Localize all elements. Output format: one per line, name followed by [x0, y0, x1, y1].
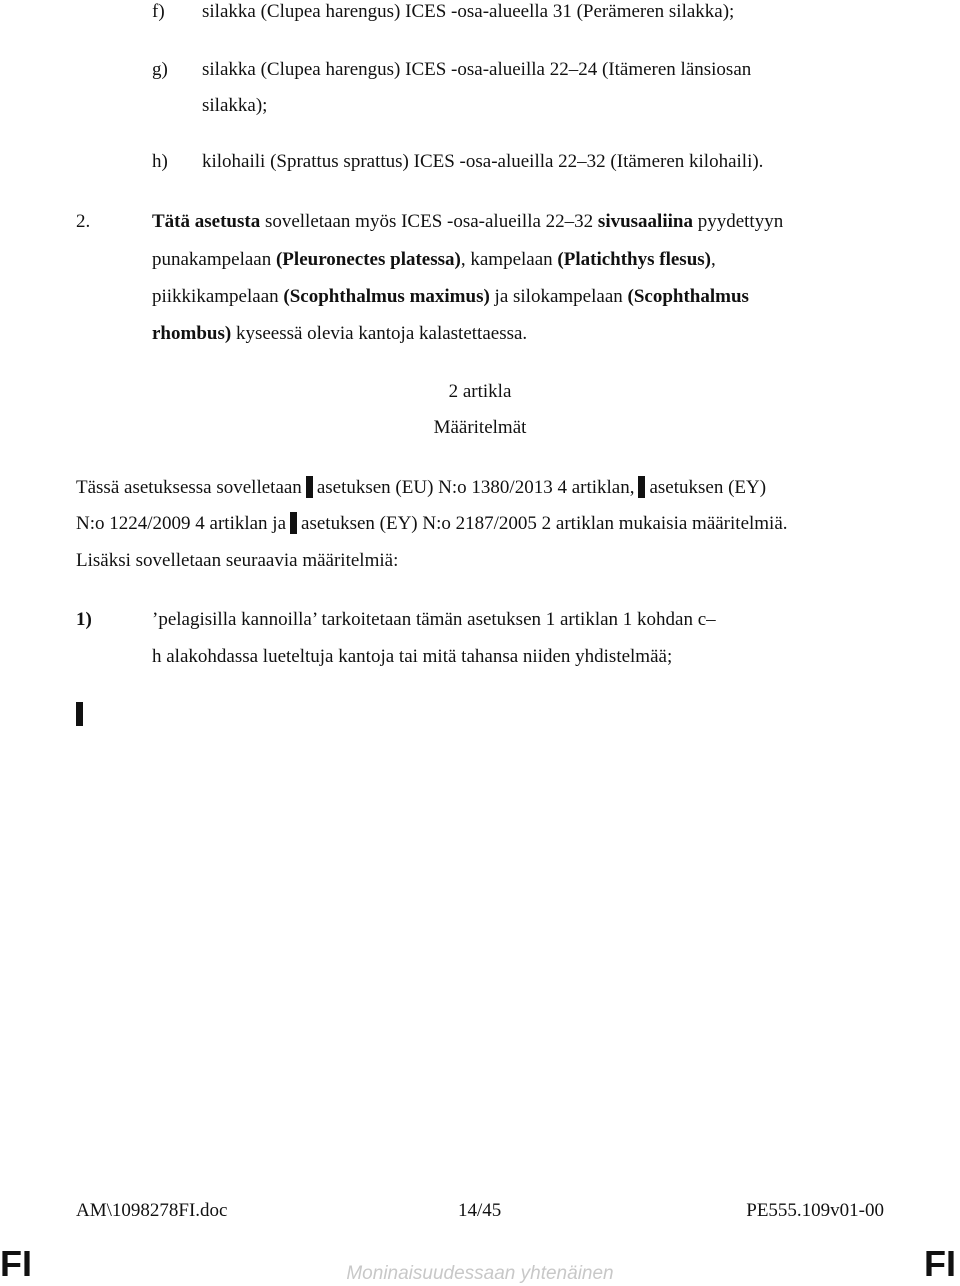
bold-text: (Pleuronectes platessa): [275, 249, 461, 270]
definition-1-line-2: h alakohdassa lueteltuja kantoja tai mitä tahansa niiden yhdistelmää;: [152, 646, 673, 667]
list-label-g: g): [152, 59, 168, 80]
list-item-f-text: silakka (Clupea harengus) ICES -osa-alueella 31 (Perämeren silakka);: [202, 1, 735, 22]
text: piikkikampelaan: [152, 286, 284, 307]
definitions-intro-line-2: [76, 512, 788, 536]
definition-1-line-1: ’pelagisilla kannoilla’ tarkoitetaan tämän asetuksen 1 artiklan 1 kohdan c–: [152, 609, 716, 630]
text: ,: [710, 249, 716, 270]
list-item-g-text-1: silakka (Clupea harengus) ICES -osa-alueilla 22–24 (Itämeren länsiosan: [202, 59, 752, 80]
footer-pe-ref: PE555.109v01-00: [746, 1200, 884, 1221]
text: asetuksen (EU) N:o 1380/2013 4 artiklan,: [316, 477, 635, 498]
footer-language-right: FI: [924, 1243, 956, 1284]
paragraph-2-line-1: [152, 210, 783, 234]
text: asetuksen (EY) N:o 2187/2005 2 artiklan mukaisia määritelmiä.: [301, 513, 788, 534]
text: kyseessä olevia kantoja kalastettaessa.: [231, 323, 528, 344]
paragraph-2-line-2: [152, 248, 716, 272]
list-item-g-text-2: silakka);: [202, 95, 268, 116]
definitions-intro-line-1: [76, 476, 766, 500]
article-number: 2 artikla: [448, 381, 512, 402]
text: Tässä asetuksessa sovelletaan: [76, 477, 302, 498]
footer-page-number: 14/45: [458, 1200, 502, 1221]
text: punakampelaan: [152, 249, 276, 270]
change-marker-icon: [76, 702, 83, 726]
footer-tagline: Moninaisuudessaan yhtenäinen: [346, 1263, 614, 1284]
list-label-f: f): [152, 1, 165, 22]
bold-text: Tätä asetusta: [152, 211, 261, 232]
text: , kampelaan: [460, 249, 558, 270]
bold-text: (Scophthalmus maximus): [283, 286, 490, 307]
text: sovelletaan myös ICES -osa-alueilla 22–32: [260, 211, 598, 232]
paragraph-2-line-4: [152, 322, 527, 346]
article-title: Määritelmät: [433, 417, 527, 438]
text: pyydettyyn: [692, 211, 784, 232]
paragraph-number: 2.: [76, 211, 91, 232]
change-marker-icon: [638, 476, 645, 498]
bold-text: rhombus): [152, 323, 232, 344]
definition-label: 1): [76, 609, 92, 630]
text: N:o 1224/2009 4 artiklan ja: [76, 513, 287, 534]
text: ja silokampelaan: [489, 286, 628, 307]
change-marker-icon: [306, 476, 313, 498]
definitions-intro-line-3: Lisäksi sovelletaan seuraavia määritelmiä:: [76, 550, 399, 571]
footer-language-left: FI: [0, 1243, 32, 1284]
bold-text: sivusaaliina: [597, 211, 693, 232]
bold-text: (Scophthalmus: [627, 286, 749, 307]
change-marker-icon: [290, 512, 297, 534]
bold-text: (Platichthys flesus): [557, 249, 711, 270]
list-label-h: h): [152, 151, 168, 172]
text: asetuksen (EY): [649, 477, 767, 498]
list-item-h-text: kilohaili (Sprattus sprattus) ICES -osa-alueilla 22–32 (Itämeren kilohaili).: [202, 151, 764, 172]
footer-doc-ref: AM\1098278FI.doc: [76, 1200, 228, 1221]
paragraph-2-line-3: [152, 285, 749, 309]
